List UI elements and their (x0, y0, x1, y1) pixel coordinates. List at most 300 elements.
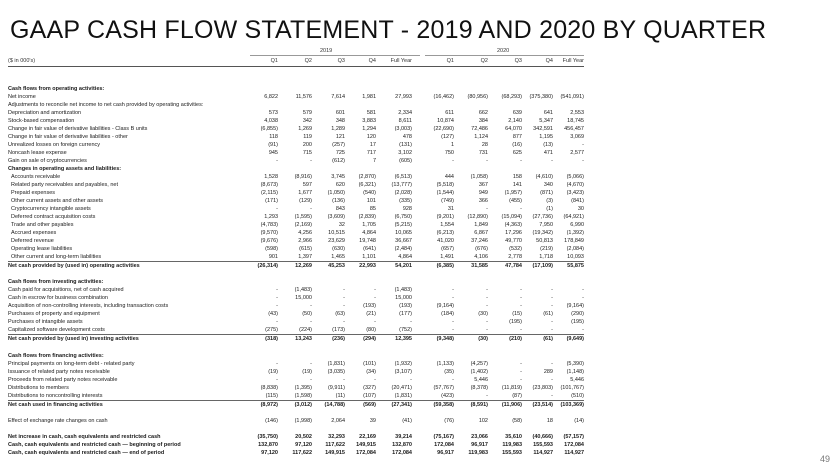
row-value: 620 (335, 182, 345, 189)
row-value: 3,745 (331, 174, 345, 181)
row-value: (540) (363, 190, 376, 197)
row-value: (16) (512, 142, 522, 149)
row-value: 41,020 (437, 238, 454, 245)
row-value: 72,486 (471, 126, 488, 133)
row-value: (5,390) (566, 360, 584, 367)
col-header-2019-q1: Q1 (270, 58, 278, 64)
row-label: Distributions to noncontrolling interests (8, 392, 103, 399)
row-value: - (374, 376, 376, 383)
row-value: - (276, 206, 278, 213)
row-value: 22,993 (359, 263, 376, 270)
row-value: (26,314) (257, 263, 278, 270)
row-value: 118 (269, 134, 278, 141)
table-row (8, 109, 584, 117)
col-header-2020-q1: Q1 (446, 58, 454, 64)
table-row (8, 173, 584, 181)
row-value: (173) (332, 327, 345, 334)
row-value: (59,358) (433, 401, 454, 408)
row-value: 1,289 (331, 126, 345, 133)
row-value: (171) (265, 198, 278, 205)
row-value: 1,981 (362, 94, 376, 101)
row-value: 1,718 (539, 254, 553, 261)
table-row (8, 149, 584, 157)
row-value: - (310, 319, 312, 326)
row-value: (1) (546, 206, 553, 213)
row-value: (80,956) (467, 94, 488, 101)
row-label: Unrealized losses on foreign currency (8, 142, 101, 149)
row-value: (61) (543, 336, 553, 343)
row-value: (4,783) (260, 222, 278, 229)
row-value: (1,595) (294, 214, 312, 221)
table-row (8, 237, 584, 245)
table-row (8, 384, 584, 392)
row-value: - (452, 327, 454, 334)
row-value: - (486, 158, 488, 165)
row-label: Operating lease liabilities (11, 246, 73, 253)
row-value: - (374, 295, 376, 302)
row-value: 1,293 (264, 214, 278, 221)
row-value: 1,269 (298, 126, 312, 133)
row-value: (2,115) (260, 190, 278, 197)
row-label: Trade and other payables (11, 222, 74, 229)
row-value: - (410, 319, 412, 326)
table-row (8, 392, 584, 400)
row-value: 2,064 (331, 417, 345, 424)
row-label: Cash, cash equivalents and restricted cash — beginning of period (8, 441, 181, 448)
row-value: 601 (335, 110, 345, 117)
row-value: (9,164) (566, 303, 584, 310)
row-value: (2,028) (394, 190, 412, 197)
row-label: Principal payments on long-term debt - related party (8, 360, 135, 367)
row-value: 172,084 (564, 441, 584, 448)
row-value: (22,690) (433, 126, 454, 133)
row-value: - (520, 327, 522, 334)
row-label: Noncash lease expense (8, 150, 67, 157)
row-value: (5,066) (566, 174, 584, 181)
row-value: (3,012) (294, 401, 312, 408)
row-value: 6,990 (570, 222, 584, 229)
row-value: 12,269 (295, 263, 312, 270)
row-value: (6,385) (436, 263, 454, 270)
row-value: 3,069 (570, 134, 584, 141)
row-value: 725 (335, 150, 345, 157)
row-value: 141 (512, 182, 522, 189)
table-row (8, 165, 584, 173)
row-value: 158 (512, 174, 522, 181)
row-label: Distributions to members (8, 384, 69, 391)
row-value: (9,911) (327, 384, 345, 391)
row-value: 8,611 (398, 118, 412, 125)
row-value: 35,610 (505, 433, 522, 440)
row-value: (23,803) (532, 384, 553, 391)
row-value: (541,091) (560, 94, 584, 101)
row-value: (20,471) (391, 384, 412, 391)
row-value: - (520, 368, 522, 375)
row-label: Cash in escrow for business combination (8, 295, 108, 302)
table-row (8, 221, 584, 229)
row-value: (177) (399, 311, 412, 318)
row-value: - (276, 376, 278, 383)
row-value: - (582, 295, 584, 302)
row-value: - (374, 319, 376, 326)
year-2020-rule (425, 55, 584, 56)
row-value: 85 (369, 206, 376, 213)
row-value: (6,513) (394, 174, 412, 181)
row-value: (9,676) (260, 238, 278, 245)
row-value: 1,465 (331, 254, 345, 261)
row-value: (8,591) (470, 401, 488, 408)
row-value: (612) (332, 158, 345, 165)
row-label: Net cash provided by (used in) operating activities (8, 263, 140, 270)
row-value: - (276, 360, 278, 367)
row-value: (6,750) (394, 214, 412, 221)
row-value: (676) (475, 246, 488, 253)
row-value: - (551, 295, 553, 302)
row-value: 928 (402, 206, 412, 213)
row-label: Issuance of related party notes receivable (8, 368, 110, 375)
row-value: - (551, 327, 553, 334)
row-value: 54,201 (395, 263, 412, 270)
table-row (8, 417, 584, 425)
row-value: (5,215) (394, 222, 412, 229)
cash-flow-table (8, 85, 584, 457)
row-value: 4,864 (362, 230, 376, 237)
row-value: (80) (366, 327, 376, 334)
row-value: (27,341) (391, 401, 412, 408)
table-row (8, 449, 584, 457)
row-value: 366 (478, 198, 488, 205)
row-value: 39,214 (395, 433, 412, 440)
row-value: 289 (543, 368, 553, 375)
row-value: - (520, 206, 522, 213)
row-value: (8,838) (260, 384, 278, 391)
row-value: 367 (478, 182, 488, 189)
row-value: 4,256 (298, 230, 312, 237)
row-value: (13,777) (391, 182, 412, 189)
row-value: - (276, 303, 278, 310)
row-label: Prepaid expenses (11, 190, 56, 197)
row-value: 155,593 (533, 441, 553, 448)
table-row (8, 93, 584, 101)
row-value: 96,917 (471, 441, 488, 448)
row-value: 97,120 (295, 441, 312, 448)
row-label: Deferred contract acquisition costs (11, 214, 96, 221)
row-value: (510) (571, 392, 584, 399)
row-value: - (486, 206, 488, 213)
row-value: (294) (363, 336, 376, 343)
row-value: - (582, 287, 584, 294)
row-value: - (582, 327, 584, 334)
row-value: 6,822 (264, 94, 278, 101)
row-value: 444 (444, 174, 454, 181)
row-value: 597 (302, 182, 312, 189)
row-value: - (551, 360, 553, 367)
row-label: Cryptocurrency intangible assets (11, 206, 91, 213)
row-value: (569) (363, 401, 376, 408)
page-number: 49 (819, 454, 830, 464)
row-value: 7,950 (539, 222, 553, 229)
row-value: (327) (363, 384, 376, 391)
row-value: (58) (512, 417, 522, 424)
row-value: (532) (509, 246, 522, 253)
row-value: 1,101 (362, 254, 376, 261)
row-value: - (551, 376, 553, 383)
row-value: (184) (441, 311, 454, 318)
row-value: - (310, 303, 312, 310)
table-row (8, 376, 584, 384)
row-value: 30 (577, 206, 584, 213)
table-row (8, 326, 584, 334)
row-value: 17,296 (505, 230, 522, 237)
table-row (8, 125, 584, 133)
row-value: (1,402) (470, 368, 488, 375)
row-value: (224) (299, 327, 312, 334)
col-header-2020-q3: Q3 (514, 58, 522, 64)
row-value: (210) (509, 336, 522, 343)
row-value: (127) (441, 134, 454, 141)
row-value: 32 (338, 222, 345, 229)
row-label: Net cash provided by (used in) investing activities (8, 336, 139, 343)
row-value: (6,213) (436, 230, 454, 237)
row-value: - (520, 295, 522, 302)
row-value: - (276, 158, 278, 165)
row-value: (3) (546, 198, 553, 205)
row-value: (3,423) (566, 190, 584, 197)
row-value: 28 (481, 142, 488, 149)
row-value: (15,094) (501, 214, 522, 221)
row-value: (2,084) (566, 246, 584, 253)
row-label: Net income (8, 94, 36, 101)
row-value: - (310, 158, 312, 165)
row-value: (11,906) (501, 401, 522, 408)
row-value: 20,502 (295, 433, 312, 440)
row-value: - (410, 376, 412, 383)
row-value: (64,921) (563, 214, 584, 221)
col-header-2020-q2: Q2 (480, 58, 488, 64)
row-value: (257) (332, 142, 345, 149)
row-value: (1,395) (294, 384, 312, 391)
year-2019-rule (250, 55, 420, 56)
row-value: 7 (372, 158, 376, 165)
row-value: (1,998) (294, 417, 312, 424)
row-value: (57,767) (433, 384, 454, 391)
table-row (8, 189, 584, 197)
row-value: - (520, 360, 522, 367)
row-value: (57,157) (563, 433, 584, 440)
row-label: Net cash used in financing activities (8, 401, 103, 408)
table-row (8, 181, 584, 189)
row-value: (34) (366, 368, 376, 375)
row-value: (146) (265, 417, 278, 424)
table-row (8, 334, 584, 343)
row-value: 155,593 (502, 449, 522, 456)
row-value: (841) (571, 198, 584, 205)
row-value: - (310, 360, 312, 367)
row-value: - (452, 287, 454, 294)
row-value: (2,484) (394, 246, 412, 253)
row-value: (9,201) (436, 214, 454, 221)
row-label: Proceeds from related party notes receivable (8, 376, 118, 383)
row-value: - (343, 295, 345, 302)
row-value: - (486, 319, 488, 326)
row-value: 32,293 (328, 433, 345, 440)
row-value: (131) (399, 142, 412, 149)
row-value: 119 (303, 134, 312, 141)
spacer-row (8, 344, 584, 352)
col-header-2019-q2: Q2 (304, 58, 312, 64)
row-value: - (520, 376, 522, 383)
row-value: (19,342) (532, 230, 553, 237)
row-label: Effect of exchange rate changes on cash (8, 417, 108, 424)
row-value: (4,610) (535, 174, 553, 181)
row-value: (605) (399, 158, 412, 165)
row-value: 1,294 (362, 126, 376, 133)
row-value: 1,554 (440, 222, 454, 229)
col-header-2019-q4: Q4 (368, 58, 376, 64)
table-row (8, 294, 584, 302)
row-value: (30) (478, 311, 488, 318)
row-value: (12,890) (467, 214, 488, 221)
table-row (8, 261, 584, 270)
row-value: (2,169) (294, 222, 312, 229)
table-row (8, 253, 584, 261)
table-row (8, 213, 584, 221)
row-value: 13,243 (295, 336, 312, 343)
row-value: 4,038 (264, 118, 278, 125)
row-label: Related party receivables and payables, net (11, 182, 119, 189)
row-value: 901 (268, 254, 278, 261)
row-value: - (551, 319, 553, 326)
row-value: (290) (571, 311, 584, 318)
row-label: Acquisition of non-controlling interests, including transaction costs (8, 303, 169, 310)
row-value: 471 (543, 150, 553, 157)
row-value: (19) (302, 368, 312, 375)
row-value: 7,614 (331, 94, 345, 101)
row-value: - (486, 327, 488, 334)
row-label: Change in fair value of derivative liabilities - Class B units (8, 126, 148, 133)
spacer-row (8, 409, 584, 417)
row-value: (375,380) (529, 94, 553, 101)
row-value: 97,120 (261, 449, 278, 456)
row-value: 342,591 (533, 126, 553, 133)
row-value: (1,831) (394, 392, 412, 399)
row-value: 2,334 (398, 110, 412, 117)
row-value: 49,770 (505, 238, 522, 245)
row-value: 639 (512, 110, 522, 117)
row-value: 877 (512, 134, 522, 141)
row-value: (40,666) (532, 433, 553, 440)
row-value: (2,870) (358, 174, 376, 181)
row-value: - (452, 295, 454, 302)
row-value: 342 (302, 118, 312, 125)
row-value: 2,966 (298, 238, 312, 245)
table-row (8, 310, 584, 318)
row-label: Capitalized software development costs (8, 327, 105, 334)
row-value: - (520, 158, 522, 165)
row-value: 114,927 (564, 449, 584, 456)
row-label: Deferred revenue (11, 238, 54, 245)
row-value: (21) (366, 311, 376, 318)
row-value: - (551, 392, 553, 399)
row-value: 102 (478, 417, 488, 424)
row-value: - (343, 287, 345, 294)
row-value: (107) (363, 392, 376, 399)
row-value: 15,000 (295, 295, 312, 302)
row-value: (3,035) (327, 368, 345, 375)
row-value: (1,058) (470, 174, 488, 181)
row-value: - (452, 376, 454, 383)
row-value: - (343, 303, 345, 310)
row-value: (9,348) (436, 336, 454, 343)
row-value: (11,819) (501, 384, 522, 391)
year-2019-header: 2019 (320, 48, 333, 54)
row-value: 178,849 (564, 238, 584, 245)
row-value: (43) (268, 311, 278, 318)
row-value: 1 (450, 142, 454, 149)
year-2020-header: 2020 (497, 48, 510, 54)
row-value: (101,767) (560, 384, 584, 391)
row-value: (14) (574, 417, 584, 424)
row-value: (50) (302, 311, 312, 318)
row-value: 384 (478, 118, 488, 125)
row-value: - (486, 287, 488, 294)
row-value: 119,983 (502, 441, 522, 448)
row-value: (2,839) (358, 214, 376, 221)
row-value: (35,750) (257, 433, 278, 440)
row-value: 45,253 (328, 263, 345, 270)
row-value: (1,544) (436, 190, 454, 197)
row-value: (630) (332, 246, 345, 253)
row-value: - (551, 158, 553, 165)
row-value: (91) (268, 142, 278, 149)
row-value: 132,870 (392, 441, 412, 448)
table-row (8, 157, 584, 165)
row-value: 2,140 (508, 118, 522, 125)
row-value: (63) (335, 311, 345, 318)
table-row (8, 133, 584, 141)
row-value: 579 (302, 110, 312, 117)
row-label: Cash, cash equivalents and restricted cash — end of period (8, 449, 165, 456)
table-row (8, 441, 584, 449)
row-value: (6,855) (260, 126, 278, 133)
row-value: (657) (441, 246, 454, 253)
row-value: (30) (478, 336, 488, 343)
row-value: (35) (444, 368, 454, 375)
row-value: (195) (571, 319, 584, 326)
row-value: 119,983 (468, 449, 488, 456)
row-value: 47,784 (505, 263, 522, 270)
row-value: (1,483) (394, 287, 412, 294)
page-title: GAAP CASH FLOW STATEMENT - 2019 AND 2020 BY QUARTER (10, 16, 767, 44)
row-value: 6,867 (474, 230, 488, 237)
row-value: 55,875 (567, 263, 584, 270)
table-row (8, 400, 584, 409)
row-value: 172,084 (392, 449, 412, 456)
table-row (8, 205, 584, 213)
row-value: (193) (399, 303, 412, 310)
row-value: (1,392) (566, 230, 584, 237)
row-value: (615) (299, 246, 312, 253)
row-value: - (452, 319, 454, 326)
table-row (8, 286, 584, 294)
row-value: (1,050) (327, 190, 345, 197)
row-value: 172,084 (356, 449, 376, 456)
row-value: (598) (265, 246, 278, 253)
row-value: (195) (509, 319, 522, 326)
row-value: (75,167) (433, 433, 454, 440)
row-value: (641) (363, 246, 376, 253)
row-value: - (486, 392, 488, 399)
